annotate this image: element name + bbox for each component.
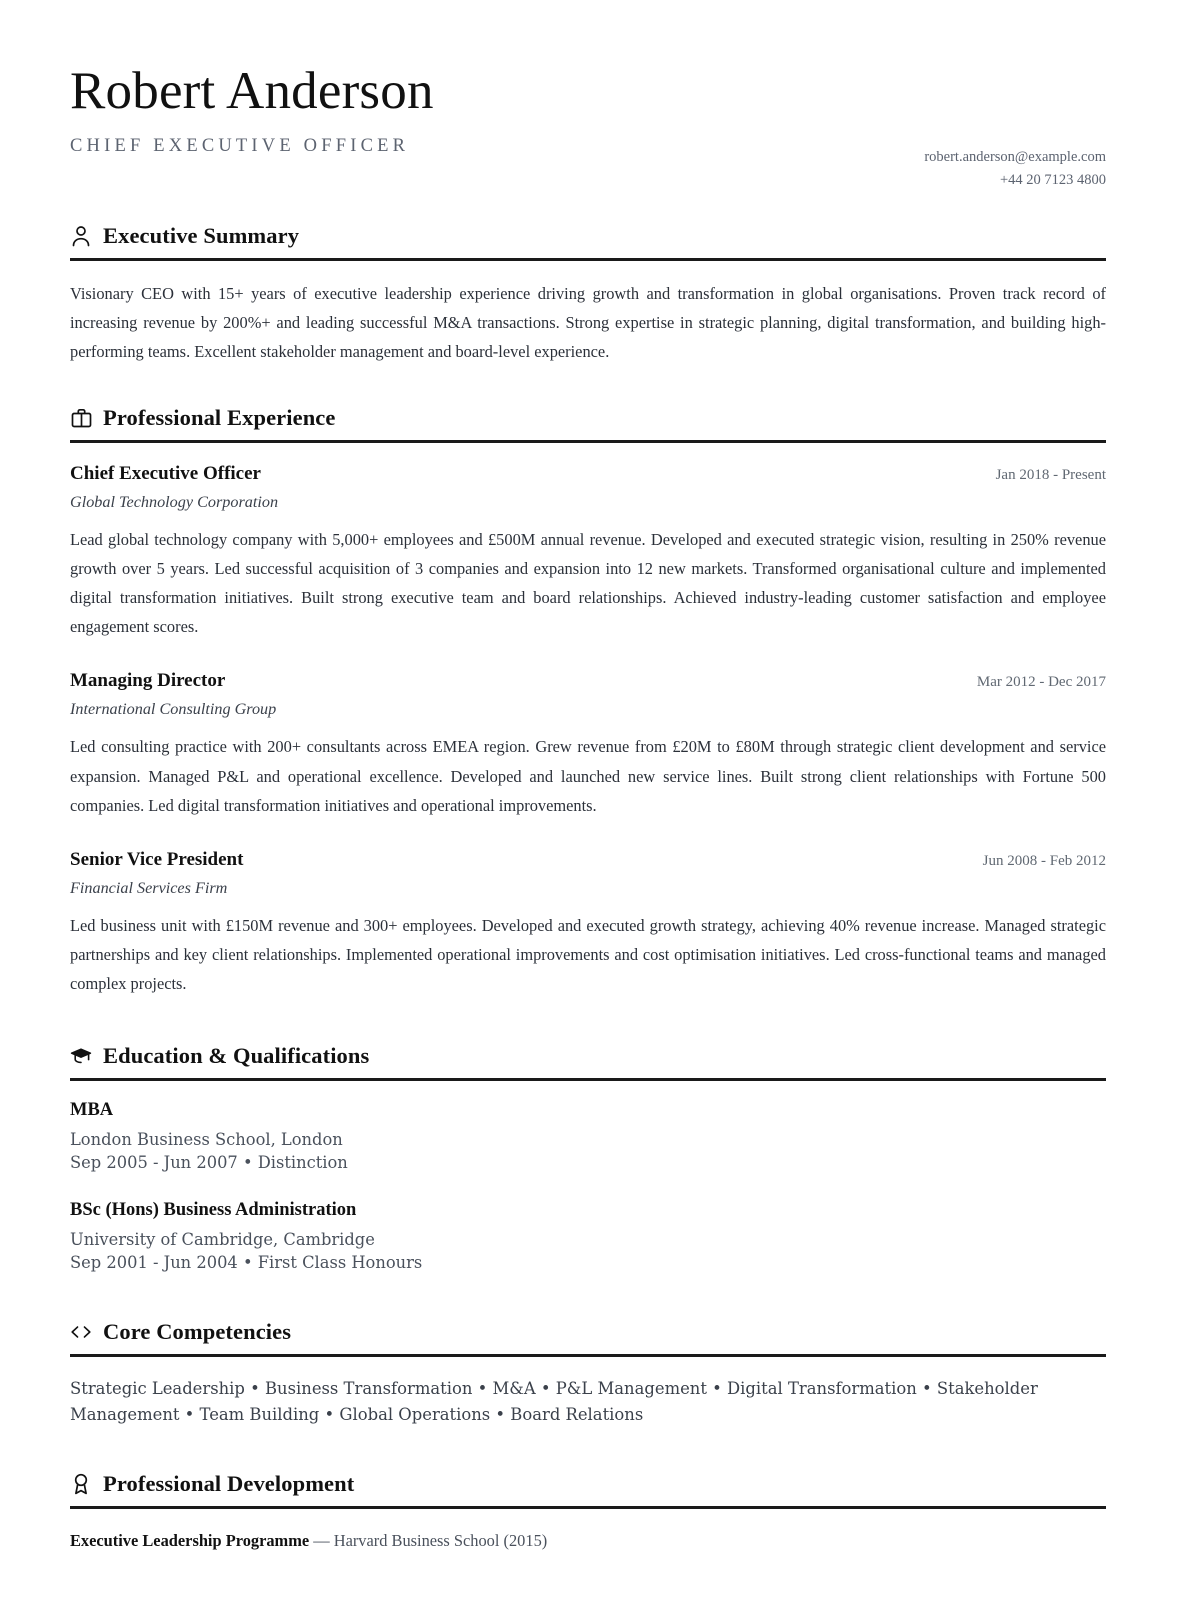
job-entry xyxy=(70,670,1106,820)
contact-block xyxy=(924,62,1106,193)
education-entry xyxy=(70,1200,1106,1275)
job-description: Led consulting practice with 200+ consultants across EMEA region. Grew revenue from £20M to £80M through strategic client development and service expansion. Managed P&L and operational excellence. Developed and launched new service lines. Built strong client relationships with Fortune 500 companies. Led digital transformation initiatives and operational improvements. xyxy=(70,737,1106,815)
job-heading-row xyxy=(70,463,1106,485)
contact-email[interactable]: robert.anderson@example.com xyxy=(924,149,1106,165)
core-competencies-section xyxy=(58,1319,1106,1429)
education-detail: Sep 2005 - Jun 2007 • Distinction xyxy=(70,1153,348,1173)
education-institution: London Business School, London xyxy=(70,1129,343,1149)
education-institution: University of Cambridge, Cambridge xyxy=(70,1229,375,1249)
job-list xyxy=(70,463,1106,999)
section-divider xyxy=(70,1078,1106,1081)
identity-block xyxy=(70,62,434,157)
section-header xyxy=(70,1471,1106,1497)
job-date: Jan 2018 - Present xyxy=(995,466,1106,483)
job-entry xyxy=(70,463,1106,642)
section-title: Professional Development xyxy=(103,1470,355,1496)
section-divider xyxy=(70,440,1106,443)
job-heading-row xyxy=(70,849,1106,871)
graduation-cap-icon xyxy=(70,1044,92,1068)
education-section xyxy=(58,1043,1106,1276)
job-heading-row xyxy=(70,670,1106,692)
development-entry xyxy=(70,1528,1106,1554)
section-header xyxy=(70,1043,1106,1069)
job-description: Lead global technology company with 5,000+ employees and £500M annual revenue. Developed and executed strategic vision, resulting in 250% revenue growth over 5 years. Led successful acquisition of 3 companies and expansion into 12 new markets. Transformed organisational culture and implemented digital transformation initiatives. Built strong executive team and board relationships. Achieved industry-leading customer satisfaction and employee engagement scores. xyxy=(70,529,1106,637)
job-date: Mar 2012 - Dec 2017 xyxy=(976,674,1106,691)
briefcase-icon xyxy=(70,406,92,430)
section-header xyxy=(70,223,1106,249)
job-title: Senior Vice President xyxy=(70,849,244,870)
person-icon xyxy=(70,224,92,248)
development-list xyxy=(70,1528,1106,1554)
job-company: International Consulting Group xyxy=(70,700,277,719)
candidate-name: Robert Anderson xyxy=(70,62,434,120)
section-header xyxy=(70,405,1106,431)
job-title: Chief Executive Officer xyxy=(70,462,261,484)
education-list xyxy=(70,1100,1106,1276)
section-divider xyxy=(70,1506,1106,1509)
section-title: Professional Experience xyxy=(103,404,336,430)
education-entry xyxy=(70,1100,1106,1175)
development-meta: — Harvard Business School (2015) xyxy=(309,1530,548,1550)
section-divider xyxy=(70,1354,1106,1357)
job-title: Managing Director xyxy=(70,670,226,692)
development-name: Executive Leadership Programme xyxy=(70,1530,310,1550)
section-header xyxy=(70,1319,1106,1345)
job-description: Led business unit with £150M revenue and 300+ employees. Developed and executed growth strategy, achieving 40% revenue increase. Managed strategic partnerships and key client relationships. Implemented operational improvements and cost optimisation initiatives. Led cross-functional teams and managed complex projects. xyxy=(70,916,1106,994)
section-divider xyxy=(70,258,1106,261)
executive-summary-section xyxy=(58,223,1106,367)
section-title: Executive Summary xyxy=(103,222,300,248)
candidate-role: CHIEF EXECUTIVE OFFICER xyxy=(70,135,410,156)
code-brackets-icon xyxy=(70,1320,92,1344)
section-title: Education & Qualifications xyxy=(103,1042,370,1068)
education-detail: Sep 2001 - Jun 2004 • First Class Honours xyxy=(70,1253,423,1273)
education-degree: BSc (Hons) Business Administration xyxy=(70,1199,357,1220)
job-date: Jun 2008 - Feb 2012 xyxy=(982,853,1106,869)
summary-text: Visionary CEO with 15+ years of executive leadership experience driving growth and transformation in global organisations. Proven track record of increasing revenue by 200%+ and leading successful M&A transactions. Strong expertise in strategic planning, digital transformation, and building high-performing teams. Excellent stakeholder management and board-level experience. xyxy=(70,283,1106,362)
section-title: Core Competencies xyxy=(103,1319,292,1345)
job-company: Financial Services Firm xyxy=(70,879,228,897)
job-company: Global Technology Corporation xyxy=(70,492,279,511)
education-degree: MBA xyxy=(70,1099,114,1120)
award-ribbon-icon xyxy=(70,1472,92,1496)
contact-phone[interactable]: +44 20 7123 4800 xyxy=(999,172,1106,189)
professional-development-section xyxy=(58,1471,1106,1554)
professional-experience-section xyxy=(58,405,1106,999)
job-entry xyxy=(70,849,1106,999)
resume-header xyxy=(58,62,1106,193)
competencies-text: Strategic Leadership • Business Transformation • M&A • P&L Management • Digital Transformation • Stakeholder Management • Team Building • Global Operations • Board Relations xyxy=(70,1379,1038,1425)
